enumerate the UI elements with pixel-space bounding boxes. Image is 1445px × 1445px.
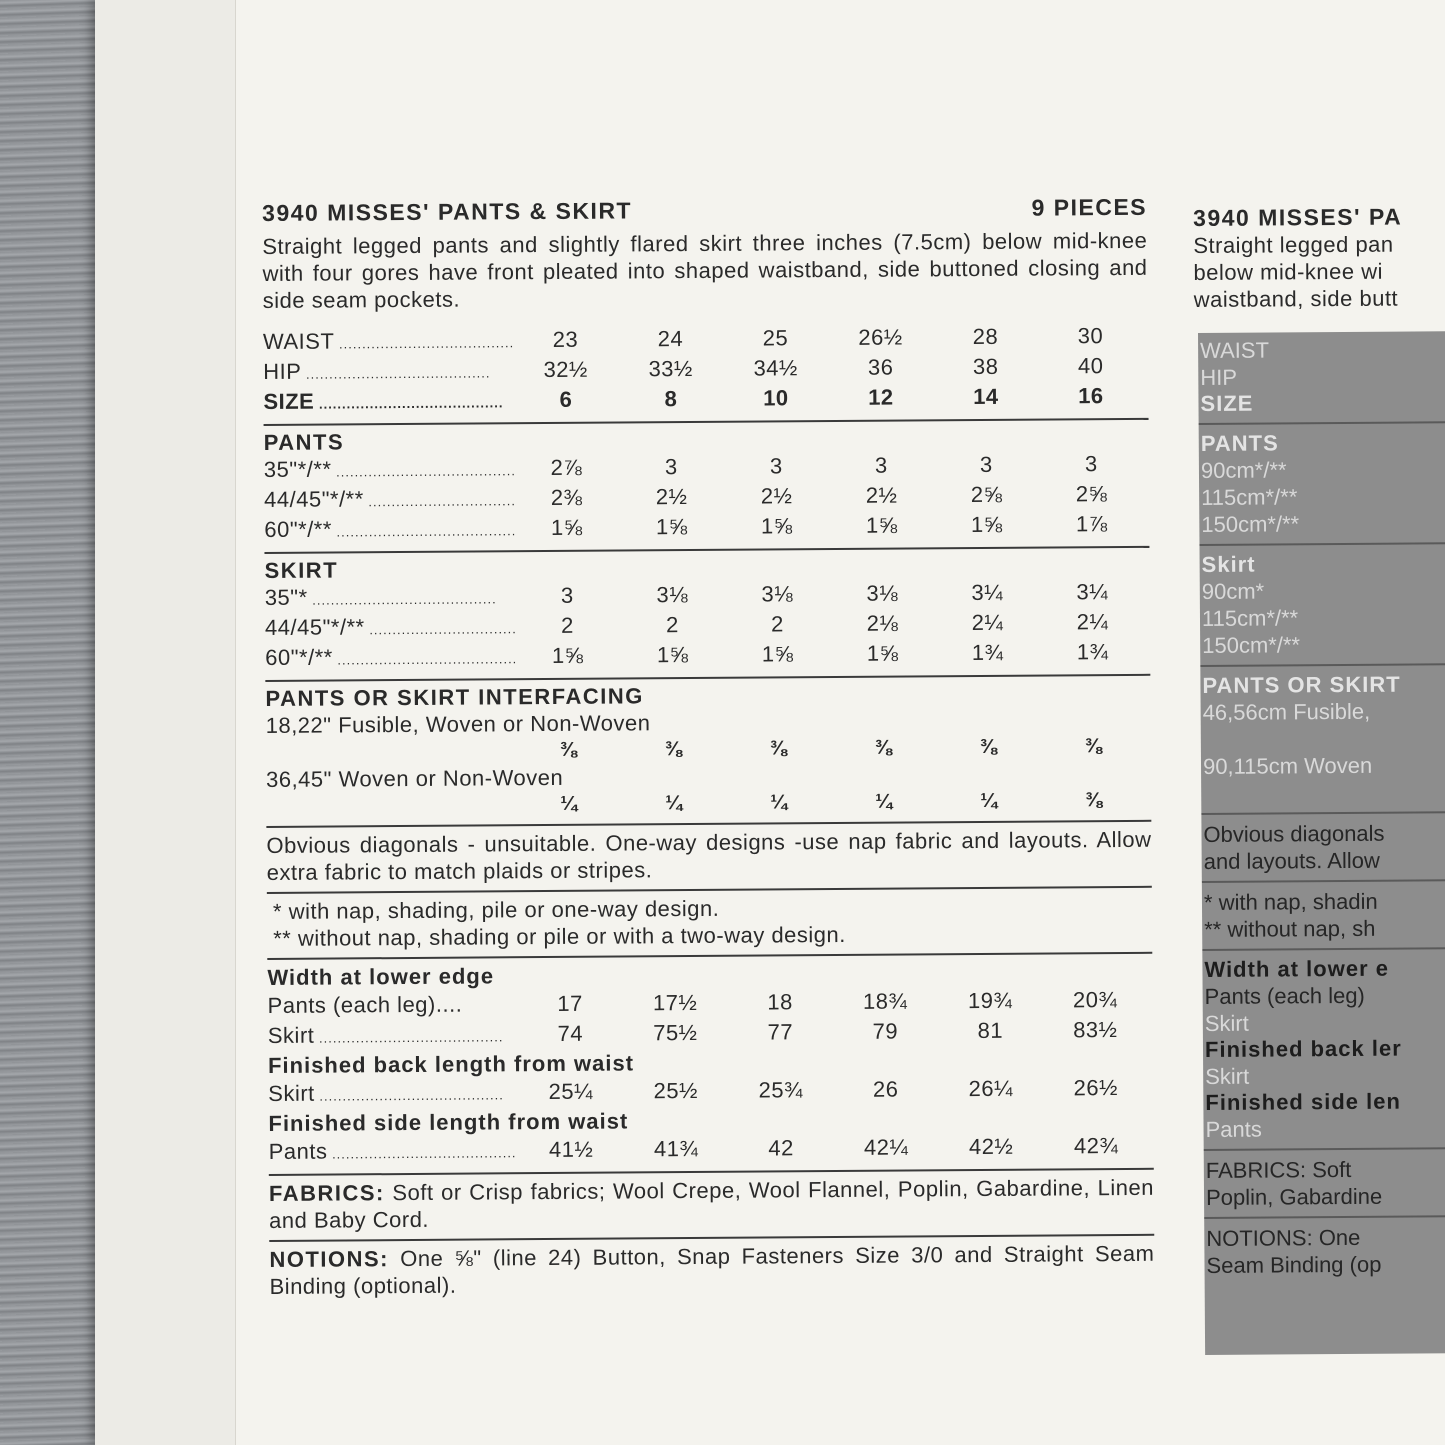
row-value: 18 <box>767 989 793 1015</box>
metric-skirt: Skirt <box>1201 551 1256 577</box>
row-label: Pants (each leg).... <box>267 991 463 1018</box>
row-value: 42 <box>768 1135 794 1161</box>
row-value: 30 <box>1077 323 1104 349</box>
fabrics-section <box>269 1174 1154 1234</box>
row-label: Pants ..... <box>269 1136 519 1168</box>
metric-notions: Seam Binding (op <box>1206 1251 1382 1278</box>
metric-diagonals: Obvious diagonals <box>1203 820 1385 847</box>
metric-size: SIZE <box>1200 390 1254 416</box>
skirt-yardage-row <box>265 638 1150 674</box>
row-value: 23 <box>552 326 579 352</box>
row-value: 77 <box>767 1019 794 1045</box>
row-value: ¼ <box>875 790 893 813</box>
metric-nap: * with nap, shadin <box>1203 888 1378 915</box>
row-label: 35"*/** ..... <box>264 454 514 486</box>
row-value: 3⅛ <box>866 580 899 606</box>
pattern-title: 3940 MISSES' PANTS & SKIRT <box>262 197 633 226</box>
interfacing-heading: PANTS OR SKIRT INTERFACING <box>265 683 644 711</box>
row-value: 42¼ <box>863 1134 909 1160</box>
row-value: 32½ <box>543 356 588 383</box>
row-value: 41½ <box>548 1136 594 1163</box>
row-value: 41¾ <box>653 1135 699 1162</box>
row-value: ⅜ <box>664 738 682 761</box>
row-value: 83½ <box>1073 1017 1118 1043</box>
row-value: 20¾ <box>1072 987 1118 1013</box>
fabrics-text: Soft or Crisp fabrics; Wool Crepe, Wool Flannel, Poplin, Gabardine, Linen and Baby Cord. <box>269 1174 1155 1233</box>
metric-table-shaded <box>1198 331 1445 1355</box>
row-value: 34½ <box>753 355 798 381</box>
row-value: 1⅝ <box>655 514 688 540</box>
row-value: 25½ <box>653 1077 698 1104</box>
divider <box>1204 1215 1445 1219</box>
metric-width-heading: Width at lower e <box>1204 955 1390 982</box>
row-value: 17½ <box>652 989 698 1016</box>
metric-hip: HIP <box>1200 364 1238 390</box>
spacer <box>1201 724 1445 753</box>
row-label: 35"* ..... <box>265 582 515 614</box>
row-value: 3¼ <box>971 579 1004 606</box>
nap-note: * with nap, shading, pile or one-way design. <box>272 895 720 924</box>
notions-label: NOTIONS: <box>269 1246 390 1272</box>
pants-length-row <box>269 1132 1154 1168</box>
row-value: 1¾ <box>971 639 1004 666</box>
row-label: 60"*/** ..... <box>265 642 515 674</box>
metric-title: 3940 MISSES' PA <box>1193 203 1403 231</box>
row-value: ¼ <box>980 789 998 812</box>
row-value: 3 <box>560 582 574 608</box>
metric-nap: ** without nap, sh <box>1204 915 1376 942</box>
row-value: ⅜ <box>559 738 577 761</box>
measurements-table <box>263 322 1149 418</box>
row-value: 2 <box>561 612 574 638</box>
metric-side-heading: Finished side len <box>1205 1088 1401 1115</box>
back-length-heading: Finished back length from waist <box>267 1050 635 1078</box>
diagonals-note: Obvious diagonals - unsuitable. One-way designs -use nap fabric and layouts. Allow extra fabric to match plaids or stripes. <box>266 826 1152 885</box>
metric-fabrics: Poplin, Gabardine <box>1205 1183 1383 1210</box>
row-value: ⅜ <box>1084 735 1102 758</box>
row-value: 2 <box>666 612 679 638</box>
divider <box>1204 1147 1445 1151</box>
metric-fabrics: FABRICS: Soft <box>1205 1156 1352 1183</box>
divider <box>1200 663 1445 667</box>
row-value: 16 <box>1078 383 1104 409</box>
row-label: 60"*/** ..... <box>264 514 514 546</box>
divider <box>1202 947 1445 951</box>
metric-desc-1: Straight legged pan <box>1193 231 1394 258</box>
row-value: 3 <box>874 452 888 478</box>
notions-section <box>269 1240 1154 1300</box>
metric-pants-leg: Pants (each leg) <box>1204 982 1365 1009</box>
row-value: 2½ <box>865 482 898 508</box>
metric-pants-row: 115cm*/** <box>1201 484 1298 510</box>
skirt-width-row <box>268 1016 1153 1052</box>
row-value: 26½ <box>858 324 903 350</box>
pants-yardage-row <box>264 510 1149 546</box>
row-value: ⅜ <box>874 736 892 759</box>
spacer <box>1201 778 1445 807</box>
row-value: 1⅝ <box>761 641 794 667</box>
row-value: ¼ <box>560 792 578 815</box>
divider <box>1202 879 1445 883</box>
row-value: 1⅝ <box>656 642 689 668</box>
pattern-info-column <box>262 194 1155 1300</box>
row-value: 2⅝ <box>1075 481 1108 507</box>
row-value: 14 <box>973 383 999 410</box>
row-value: 1⅝ <box>550 514 583 540</box>
row-value: 26 <box>872 1076 899 1102</box>
back-length-table <box>268 1074 1153 1110</box>
row-value: 2½ <box>655 484 688 510</box>
row-value: 36 <box>867 354 894 380</box>
row-value: 17 <box>557 990 583 1016</box>
skirt-heading: SKIRT <box>264 557 339 583</box>
row-value: 1⅞ <box>1075 511 1108 537</box>
row-value: 3 <box>664 454 678 480</box>
row-value: 3¼ <box>1076 579 1109 605</box>
row-value: 79 <box>872 1018 899 1044</box>
row-value: 74 <box>557 1020 584 1046</box>
row-value: 1¾ <box>1076 639 1109 665</box>
row-label: Skirt ..... <box>268 1078 518 1110</box>
row-value: 1⅝ <box>760 513 793 539</box>
row-value: ⅜ <box>769 737 787 760</box>
pants-heading: PANTS <box>263 429 345 455</box>
row-value: ¼ <box>770 791 788 814</box>
without-nap-note: ** without nap, shading or pile or with a two-way design. <box>273 921 846 951</box>
metric-interfacing-row: 90,115cm Woven <box>1202 752 1373 779</box>
metric-pants-row: 90cm*/** <box>1200 457 1287 483</box>
row-value: 2⅜ <box>550 484 583 510</box>
row-value: 75½ <box>653 1019 698 1046</box>
row-value: ⅜ <box>979 735 997 759</box>
row-value: 3 <box>769 453 783 479</box>
row-value: 2 <box>771 611 784 637</box>
metric-desc-3: waistband, side butt <box>1193 285 1399 312</box>
skirt-yardage-table <box>265 578 1151 674</box>
metric-skirt-width: Skirt <box>1204 1010 1249 1036</box>
row-value: 3⅛ <box>656 582 689 608</box>
row-value: 3 <box>979 451 993 477</box>
interfacing-table <box>266 706 1152 820</box>
row-value: 3 <box>1084 451 1098 477</box>
notions-text: One ⅝" (line 24) Button, Snap Fasteners Size 3/0 and Straight Seam Binding (optional). <box>269 1240 1155 1299</box>
row-value: 2¼ <box>971 609 1004 636</box>
metric-skirt-row: 90cm* <box>1201 578 1265 604</box>
row-label: 44/45"*/** ..... <box>264 484 514 516</box>
size-row <box>263 382 1148 418</box>
row-value: 26½ <box>1073 1075 1118 1101</box>
row-value: 33½ <box>648 355 693 382</box>
row-label: HIP ..... <box>263 356 513 388</box>
wood-background <box>0 0 110 1445</box>
row-value: 81 <box>977 1017 1004 1044</box>
row-value: 2⅝ <box>970 481 1003 508</box>
row-value: 1⅝ <box>865 512 898 538</box>
interfacing-label: 18,22" Fusible, Woven or Non-Woven <box>265 710 651 738</box>
fabrics-label: FABRICS: <box>268 1180 385 1206</box>
row-value: 2¼ <box>1076 609 1109 635</box>
side-length-table <box>269 1132 1154 1168</box>
width-table <box>268 986 1153 1052</box>
row-value: ⅜ <box>1085 789 1103 812</box>
row-label: Skirt ..... <box>268 1020 518 1052</box>
row-value: 25¾ <box>758 1077 803 1103</box>
metric-pants: PANTS <box>1200 430 1279 456</box>
row-value: 38 <box>972 353 999 380</box>
metric-interfacing: PANTS OR SKIRT <box>1202 671 1401 698</box>
row-value: 2½ <box>760 483 793 509</box>
row-value: 25¼ <box>548 1078 593 1105</box>
row-label: 44/45"*/** ..... <box>265 612 515 644</box>
row-value: 42½ <box>968 1133 1014 1160</box>
divider <box>1201 811 1445 815</box>
row-value: ¼ <box>665 792 683 815</box>
metric-waist: WAIST <box>1200 337 1270 363</box>
row-value: 3⅛ <box>761 581 794 607</box>
row-value: 24 <box>657 326 684 352</box>
row-value: 40 <box>1077 353 1104 379</box>
row-label: WAIST ..... <box>263 326 513 358</box>
row-value: 19¾ <box>967 987 1013 1014</box>
row-value: 42¾ <box>1073 1133 1119 1159</box>
row-value: 1⅝ <box>866 640 899 666</box>
row-value: 2⅞ <box>550 454 583 480</box>
metric-interfacing-row: 46,56cm Fusible, <box>1202 698 1371 725</box>
interfacing-label: 36,45" Woven or Non-Woven <box>265 764 564 792</box>
row-value: 10 <box>763 385 789 411</box>
row-value: 1⅝ <box>551 642 584 668</box>
pattern-description: Straight legged pants and slightly flared skirt three inches (7.5cm) below mid-knee with four gores have front pleated into shaped waistband, side buttoned closing and side seam pockets. <box>262 227 1148 313</box>
pants-yardage-table <box>264 450 1150 546</box>
metric-back-heading: Finished back ler <box>1204 1035 1402 1062</box>
divider <box>1199 421 1445 425</box>
metric-notions: NOTIONS: One <box>1206 1224 1361 1251</box>
width-heading: Width at lower edge <box>267 963 495 990</box>
row-label: SIZE ..... <box>263 386 513 418</box>
row-value: 8 <box>664 386 678 412</box>
row-value: 25 <box>762 325 789 351</box>
metric-pants-row: 150cm*/** <box>1201 511 1300 537</box>
skirt-length-row <box>268 1074 1153 1110</box>
divider <box>1199 542 1445 546</box>
metric-skirt-length: Skirt <box>1205 1063 1250 1089</box>
row-value: 18¾ <box>862 988 908 1014</box>
row-value: 6 <box>559 386 573 412</box>
pieces-count: 9 PIECES <box>1031 193 1148 221</box>
row-value: 12 <box>868 384 894 410</box>
metric-diagonals: and layouts. Allow <box>1203 847 1380 874</box>
row-value: 2⅛ <box>866 610 899 636</box>
side-length-heading: Finished side length from waist <box>268 1108 629 1136</box>
metric-desc-2: below mid-knee wi <box>1193 258 1384 285</box>
row-value: 28 <box>972 323 999 350</box>
metric-pants-length: Pants <box>1205 1116 1262 1142</box>
pattern-title-row <box>262 194 1147 227</box>
metric-skirt-row: 150cm*/** <box>1202 632 1301 658</box>
row-value: 1⅝ <box>970 511 1003 538</box>
metric-skirt-row: 115cm*/** <box>1201 605 1299 631</box>
row-value: 26¼ <box>968 1075 1013 1102</box>
